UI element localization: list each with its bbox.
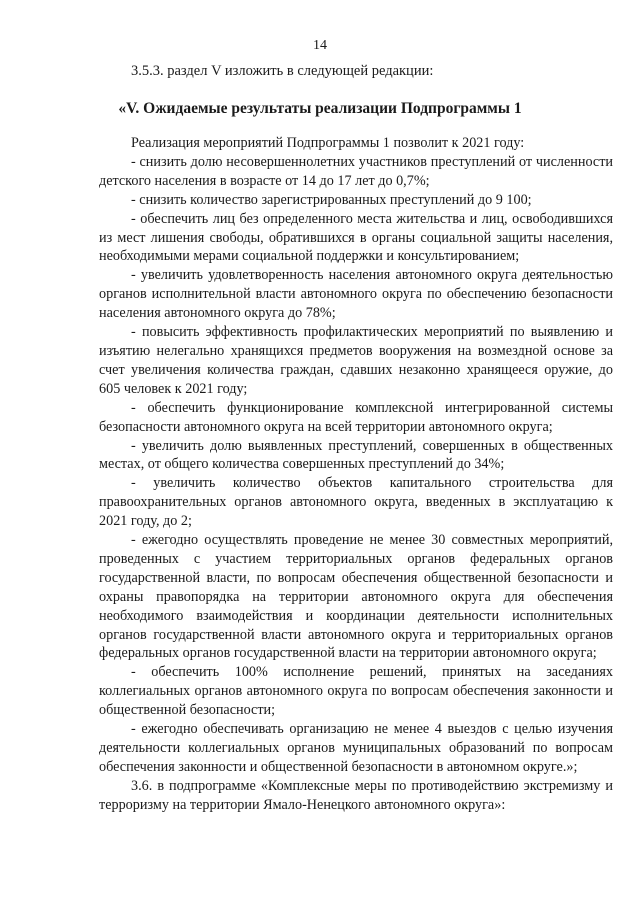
list-item: - снизить долю несовершеннолетних участников преступлений от численности детского населения в возрасте от 14 до 17 лет до 0,7%;	[99, 153, 613, 189]
document-body	[99, 134, 613, 815]
list-item: - повысить эффективность профилактических мероприятий по выявлению и изъятию нелегально хранящихся предметов вооружения на возмездной основе за счет увеличения количества граждан, сдавших незаконно хранящееся оружие, до 605 человек к 2021 году;	[99, 324, 613, 397]
list-item: - увеличить количество объектов капитального строительства для правоохранительных органов автономного округа, введенных в эксплуатацию к 2021 году, до 2;	[99, 475, 613, 530]
list-item: - увеличить удовлетворенность населения автономного округа деятельностью органов исполнительной власти автономного округа по обеспечению безопасности населения автономного округа до 78%;	[99, 267, 613, 322]
list-item: - снизить количество зарегистрированных преступлений до 9 100;	[131, 191, 532, 208]
list-item: - обеспечить лиц без определенного места жительства и лиц, освободившихся из мест лишения свободы, обратившихся в органы социальной защиты населения, необходимыми мерами социальной поддержки и консультированием;	[99, 210, 613, 265]
list-item: - обеспечить функционирование комплексной интегрированной системы безопасности автономного округа на всей территории автономного округа;	[99, 399, 613, 435]
list-item: - увеличить долю выявленных преступлений, совершенных в общественных местах, от общего количества совершенных преступлений до 34%;	[99, 437, 613, 473]
list-item: - обеспечить 100% исполнение решений, принятых на заседаниях коллегиальных органов автономного округа по вопросам обеспечения законности и общественной безопасности;	[99, 664, 613, 719]
paragraph-lead: Реализация мероприятий Подпрограммы 1 позволит к 2021 году:	[131, 135, 525, 151]
list-item: - ежегодно осуществлять проведение не менее 30 совместных мероприятий, проведенных с участием территориальных органов федеральных органов государственной власти, по вопросам обеспечения общественной безопасности и охраны правопорядка на территории автономного округа для обеспечения необходимого взаимодействия и координации деятельности исполнительных органов государственной власти автономного округа и территориальных органов федеральных органов государственной власти на территории автономного округа;	[99, 532, 613, 662]
amendment-intro: 3.5.3. раздел V изложить в следующей редакции:	[131, 63, 434, 79]
section-heading: «V. Ожидаемые результаты реализации Подпрограммы 1	[118, 100, 522, 117]
paragraph-next-clause: 3.6. в подпрограмме «Комплексные меры по противодействию экстремизму и терроризму на территории Ямало-Ненецкого автономного округа»:	[99, 777, 613, 813]
list-item: - ежегодно обеспечивать организацию не менее 4 выездов с целью изучения деятельности коллегиальных органов муниципальных образований по вопросам обеспечения законности и общественной безопасности в автономном округе.»;	[99, 721, 613, 775]
page-number: 14	[313, 38, 327, 53]
